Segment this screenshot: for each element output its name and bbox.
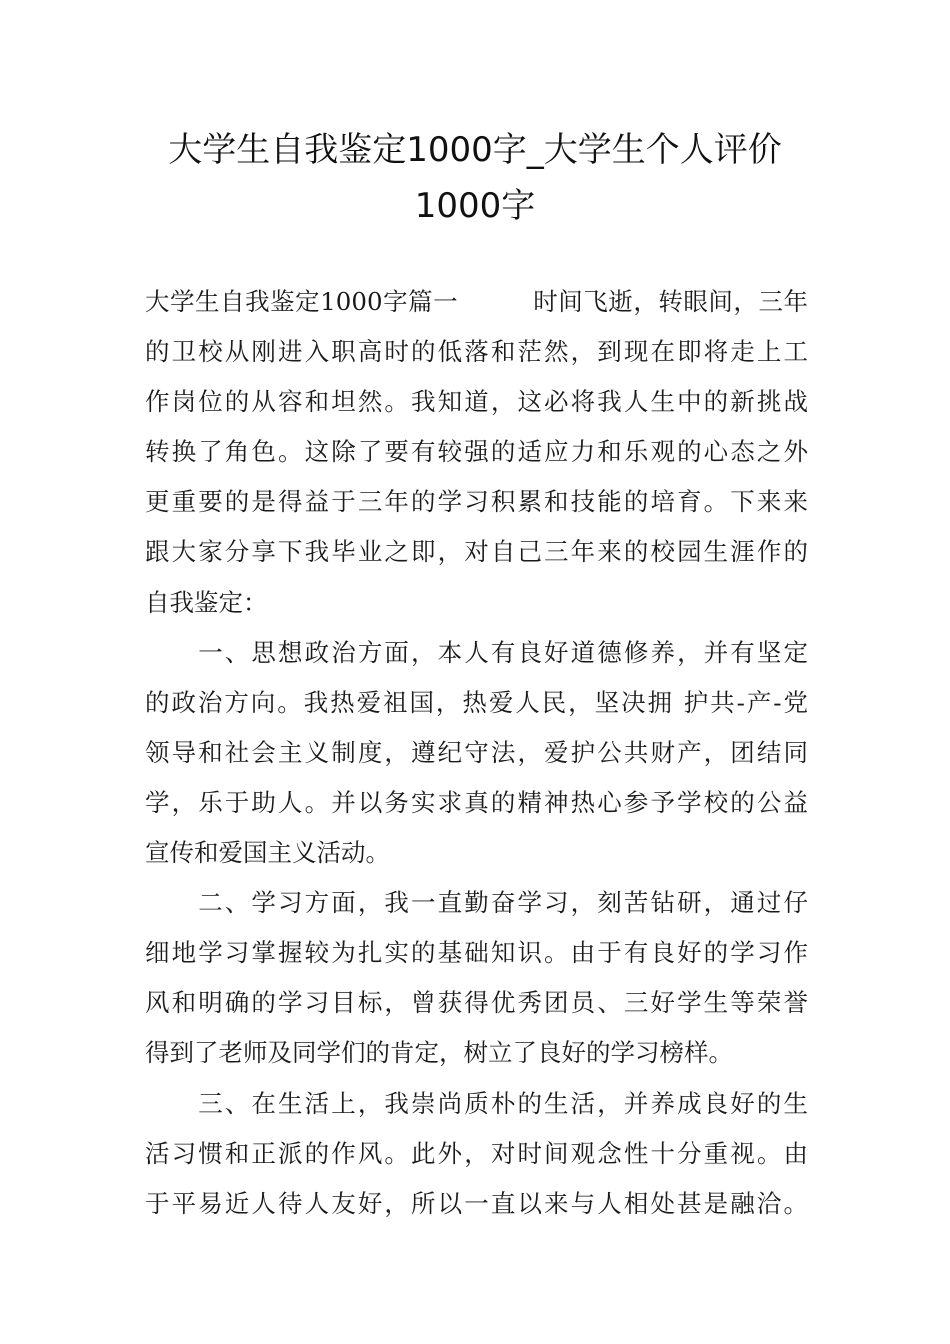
body-line: 三、在生活上，我崇尚质朴的生活，并养成良好的生 bbox=[145, 1088, 808, 1118]
body-line: 转换了角色。这除了要有较强的适应力和乐观的心态之外 bbox=[145, 437, 808, 467]
body-line: 活习惯和正派的作风。此外，对时间观念性十分重视。由 bbox=[145, 1138, 808, 1168]
body-line: 更重要的是得益于三年的学习积累和技能的培育。下来来 bbox=[145, 487, 808, 517]
body-line: 于平易近人待人友好，所以一直以来与人相处甚是融洽。 bbox=[145, 1188, 808, 1218]
body-line: 得到了老师及同学们的肯定，树立了良好的学习榜样。 bbox=[145, 1038, 733, 1068]
body-line: 风和明确的学习目标，曾获得优秀团员、三好学生等荣誉 bbox=[145, 988, 808, 1018]
body-line: 的政治方向。我热爱祖国，热爱人民，坚决拥 护共-产-党 bbox=[145, 687, 808, 717]
title-line-2: 1000字 bbox=[414, 186, 536, 226]
body-line: 一、思想政治方面，本人有良好道德修养，并有坚定 bbox=[145, 637, 808, 667]
body-line: 作岗位的从容和坦然。我知道，这必将我人生中的新挑战 bbox=[145, 387, 808, 417]
body-line: 领导和社会主义制度，遵纪守法，爱护公共财产，团结同 bbox=[145, 737, 808, 767]
body-line: 宣传和爱国主义活动。 bbox=[145, 838, 390, 868]
body-line: 二、学习方面，我一直勤奋学习，刻苦钻研，通过仔 bbox=[145, 888, 808, 918]
document-body bbox=[145, 277, 808, 1229]
body-line: 学，乐于助人。并以务实求真的精神热心参予学校的公益 bbox=[145, 787, 808, 817]
body-line: 大学生自我鉴定1000字篇一 时间飞逝，转眼间，三年 bbox=[145, 287, 808, 316]
title-line-1: 大学生自我鉴定1000字_大学生个人评价 bbox=[168, 130, 782, 170]
body-line: 细地学习掌握较为扎实的基础知识。由于有良好的学习作 bbox=[145, 938, 808, 968]
body-line: 自我鉴定： bbox=[145, 587, 268, 617]
document-title bbox=[120, 122, 830, 234]
body-line: 跟大家分享下我毕业之即，对自己三年来的校园生涯作的 bbox=[145, 537, 808, 567]
body-line: 的卫校从刚进入职高时的低落和茫然，到现在即将走上工 bbox=[145, 337, 808, 367]
